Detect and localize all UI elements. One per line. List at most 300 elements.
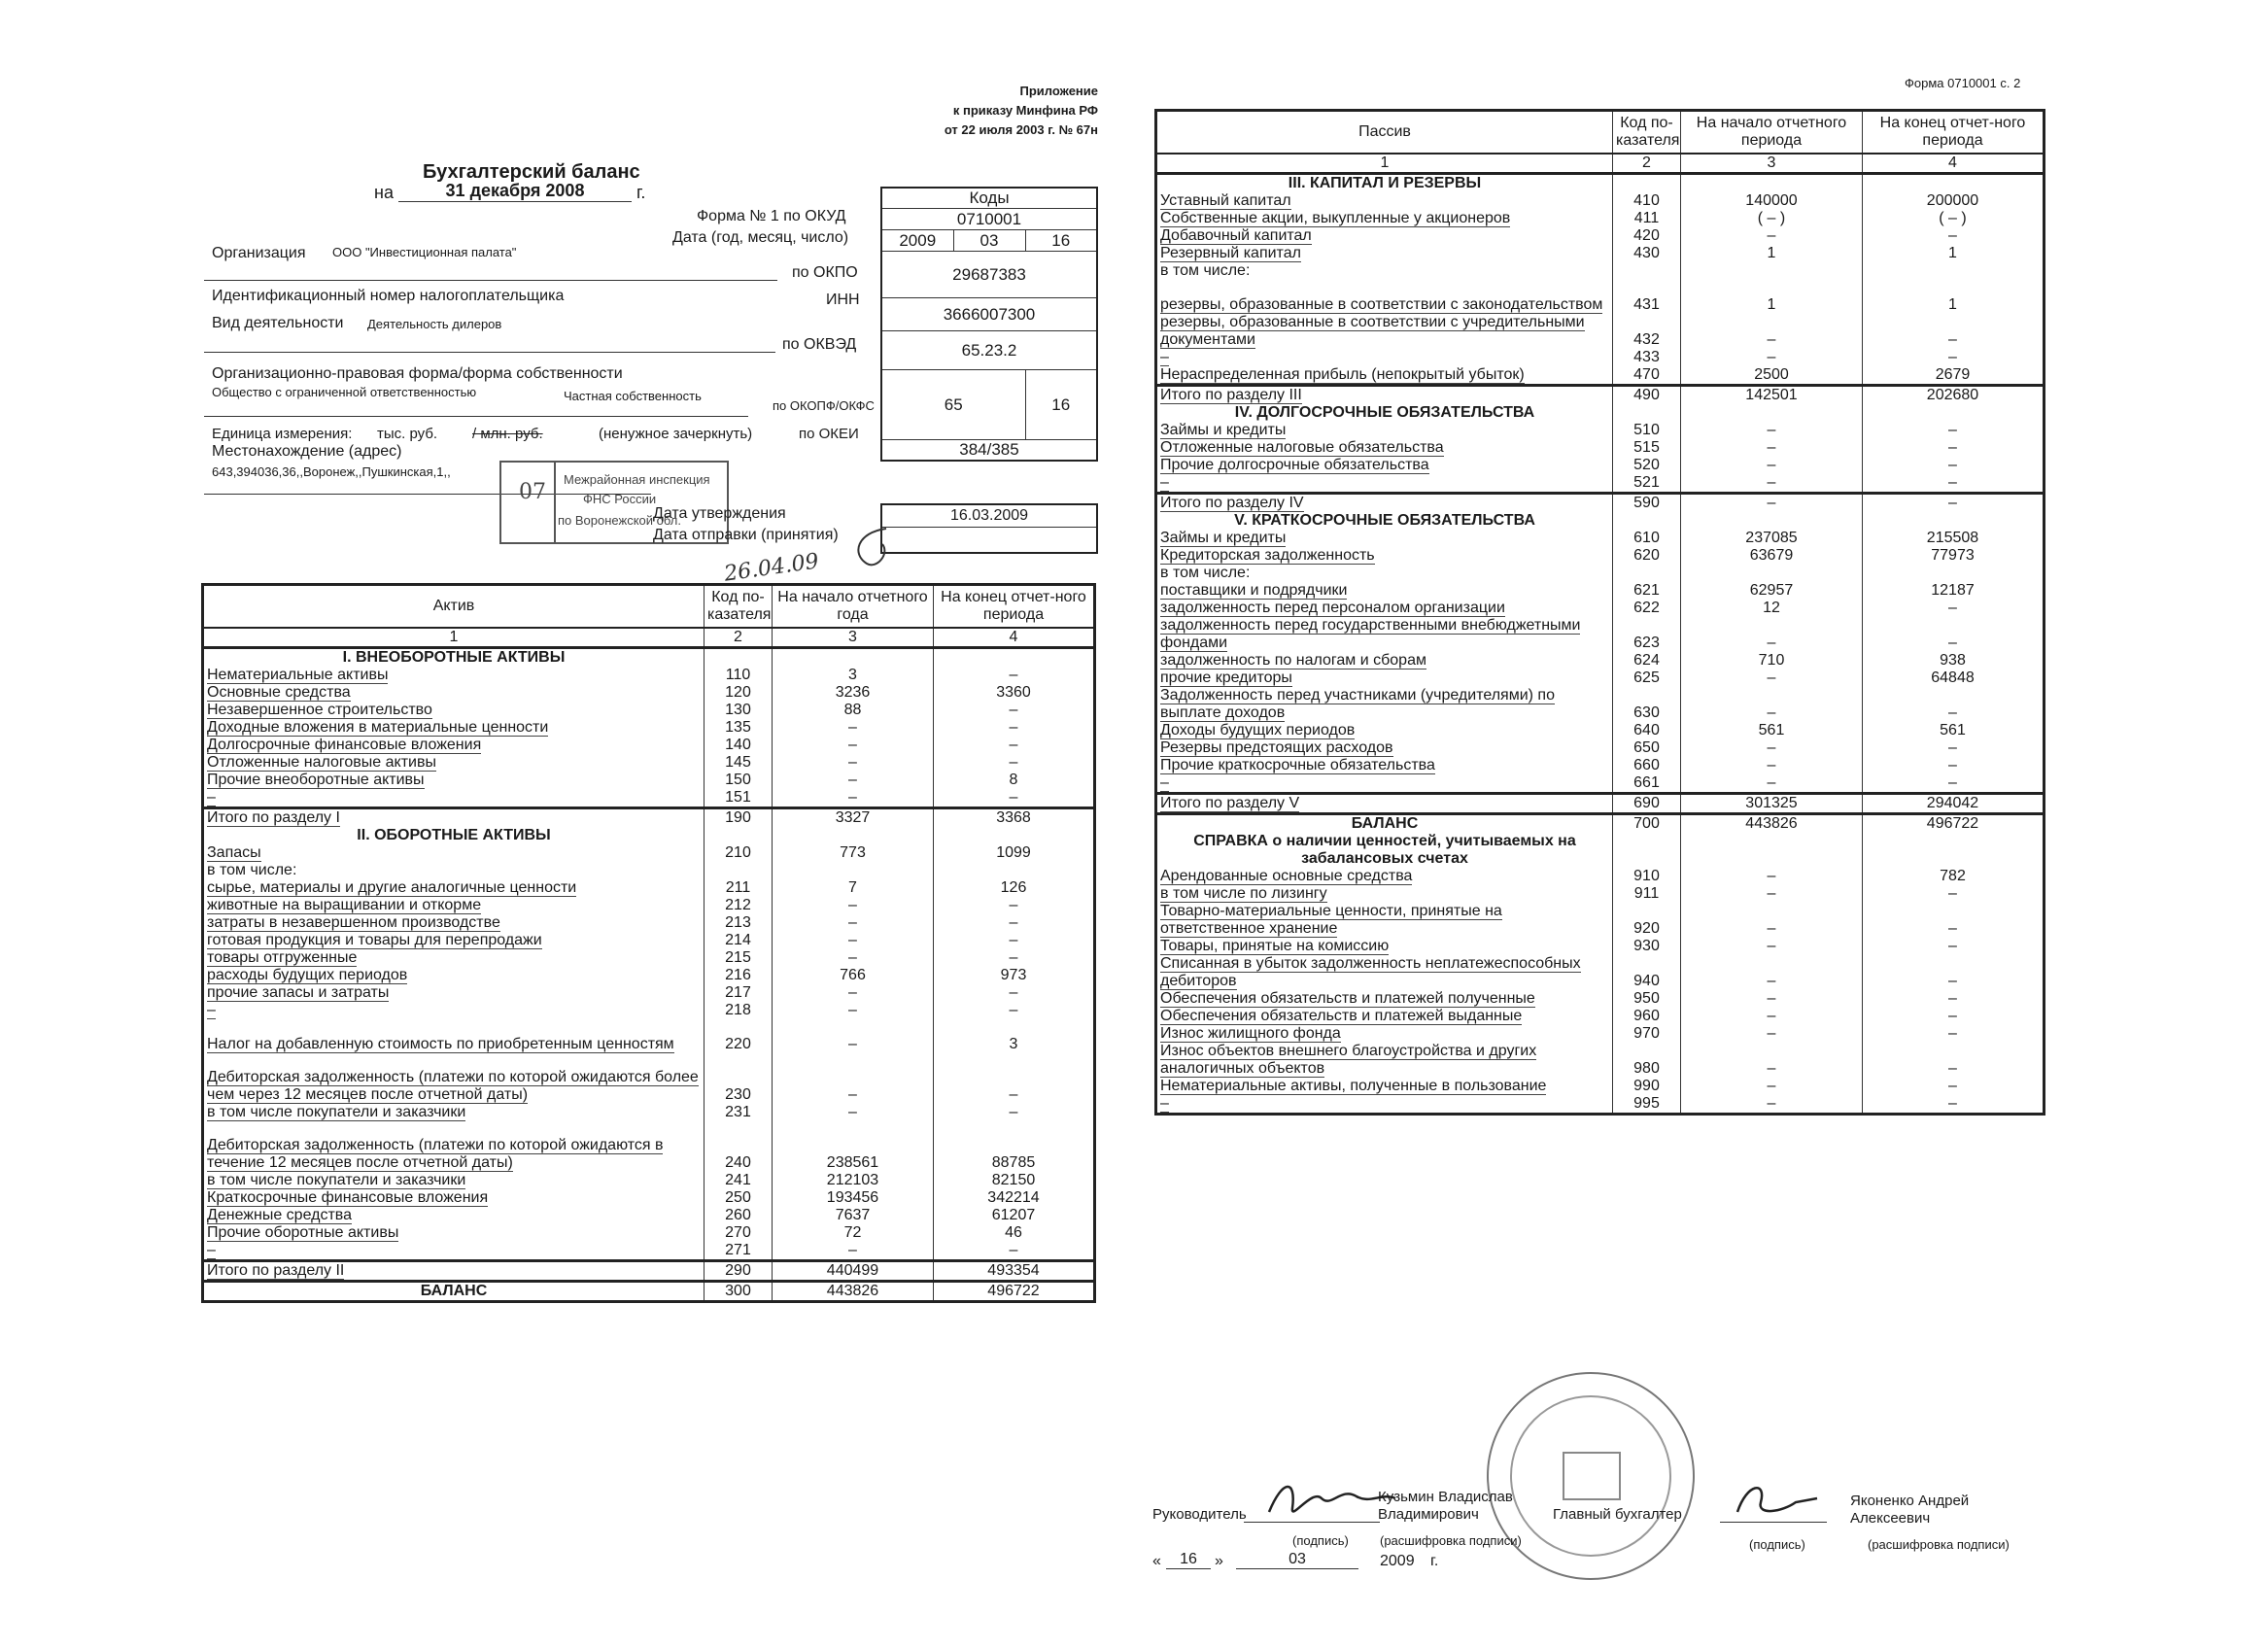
table-row bbox=[203, 807, 1095, 827]
row-end-value bbox=[1863, 565, 2045, 582]
table-row bbox=[1156, 530, 2045, 547]
row-code: 217 bbox=[704, 984, 773, 1002]
table-row bbox=[203, 932, 1095, 949]
row-label-text: Износ жилищного фонда bbox=[1160, 1024, 1341, 1042]
table-row bbox=[203, 844, 1095, 862]
row-label bbox=[203, 1260, 704, 1281]
row-label-text: Износ объектов внешнего благоустройства и других аналогичных объектов bbox=[1160, 1042, 1537, 1077]
row-label-text: БАЛАНС bbox=[1351, 814, 1419, 832]
legal-form-label: Организационно-правовая форма/форма собственности bbox=[212, 365, 623, 382]
table-row bbox=[203, 789, 1095, 808]
chief-name: Яконенко Андрей Алексеевич bbox=[1850, 1493, 1970, 1527]
row-code: 621 bbox=[1613, 582, 1681, 600]
table-row bbox=[203, 737, 1095, 754]
okfs-code: 16 bbox=[1025, 370, 1097, 440]
row-start-value: – bbox=[1681, 457, 1863, 474]
row-code: 213 bbox=[704, 914, 773, 932]
activity-underline bbox=[204, 352, 775, 353]
table-row bbox=[1156, 670, 2045, 687]
row-end-value: – bbox=[1863, 955, 2045, 990]
row-code: 490 bbox=[1613, 385, 1681, 404]
codes-table bbox=[880, 187, 1098, 462]
row-start-value: – bbox=[1681, 687, 1863, 722]
okei-code: 384/385 bbox=[881, 440, 1097, 462]
row-end-value: – bbox=[934, 789, 1095, 808]
table-row bbox=[1156, 512, 2045, 530]
row-start-value: 7637 bbox=[773, 1207, 934, 1224]
code-cell bbox=[1613, 173, 1681, 192]
table-row bbox=[1156, 439, 2045, 457]
row-label bbox=[1156, 457, 1613, 474]
row-start-value: – bbox=[773, 914, 934, 932]
form-reference: Форма 0710001 с. 2 bbox=[1905, 76, 2021, 90]
table-row bbox=[1156, 192, 2045, 210]
row-label bbox=[1156, 439, 1613, 457]
row-code: 661 bbox=[1613, 774, 1681, 794]
table-row bbox=[203, 1121, 1095, 1172]
row-end-value: – bbox=[1863, 349, 2045, 366]
row-end-value: 496722 bbox=[934, 1281, 1095, 1301]
row-end-value: – bbox=[1863, 474, 2045, 494]
sign-date-year: 2009 bbox=[1380, 1553, 1415, 1569]
unit-mln: / млн. руб. bbox=[472, 426, 543, 442]
row-label-text: животные на выращивании и откорме bbox=[207, 896, 482, 913]
row-label bbox=[1156, 813, 1613, 833]
row-code: 230 bbox=[704, 1053, 773, 1104]
table-row bbox=[1156, 280, 2045, 314]
row-end-value: – bbox=[934, 667, 1095, 684]
row-label-text: Основные средства bbox=[207, 683, 351, 701]
table-row bbox=[203, 914, 1095, 932]
sign-date-close: » bbox=[1215, 1553, 1223, 1569]
table-row bbox=[1156, 547, 2045, 565]
end-cell bbox=[1863, 833, 2045, 868]
row-start-value: 443826 bbox=[1681, 813, 1863, 833]
row-end-value: – bbox=[1863, 687, 2045, 722]
row-code: 940 bbox=[1613, 955, 1681, 990]
row-start-value: – bbox=[773, 984, 934, 1002]
appendix-line-3: от 22 июля 2003 г. № 67н bbox=[944, 122, 1098, 137]
row-label-text: Кредиторская задолженность bbox=[1160, 546, 1375, 564]
row-code bbox=[1613, 565, 1681, 582]
stamp-line-1: Межрайонная инспекция bbox=[564, 472, 710, 487]
row-start-value: 193456 bbox=[773, 1189, 934, 1207]
row-label-text: Обеспечения обязательств и платежей полученные bbox=[1160, 989, 1535, 1007]
row-end-value: 561 bbox=[1863, 722, 2045, 739]
row-start-value: – bbox=[1681, 439, 1863, 457]
stamp-number: 07 bbox=[519, 480, 546, 504]
org-underline bbox=[204, 280, 777, 281]
row-start-value: 237085 bbox=[1681, 530, 1863, 547]
form-label: Форма № 1 по ОКУД bbox=[697, 208, 846, 224]
codes-header: Коды bbox=[881, 188, 1097, 209]
table-row bbox=[1156, 1095, 2045, 1115]
row-label bbox=[1156, 1025, 1613, 1043]
row-code: 623 bbox=[1613, 617, 1681, 652]
table-row bbox=[203, 772, 1095, 789]
row-label bbox=[1156, 774, 1613, 794]
row-label-text: Запасы bbox=[207, 843, 261, 861]
row-end-value: 82150 bbox=[934, 1172, 1095, 1189]
row-end-value: 61207 bbox=[934, 1207, 1095, 1224]
row-label bbox=[1156, 793, 1613, 813]
row-code: 411 bbox=[1613, 210, 1681, 227]
table-row bbox=[203, 702, 1095, 719]
row-label bbox=[1156, 530, 1613, 547]
row-label-text: Прочие краткосрочные обязательства bbox=[1160, 756, 1435, 773]
row-label-text: Уставный капитал bbox=[1160, 191, 1291, 209]
table-row bbox=[203, 1260, 1095, 1281]
row-start-value: – bbox=[773, 932, 934, 949]
row-label bbox=[1156, 868, 1613, 885]
sign-date-open: « bbox=[1152, 1553, 1161, 1569]
table-row bbox=[1156, 617, 2045, 652]
row-label-text: Задолженность перед участниками (учредителями) по выплате доходов bbox=[1160, 686, 1555, 721]
row-code: 620 bbox=[1613, 547, 1681, 565]
date-label: Дата (год, месяц, число) bbox=[672, 229, 849, 246]
row-label-text: Краткосрочные финансовые вложения bbox=[207, 1188, 489, 1206]
sign-date-day: 16 bbox=[1166, 1551, 1211, 1569]
table-row bbox=[203, 719, 1095, 737]
date-prefix: на bbox=[374, 183, 394, 202]
column-header: На конец отчет-ного периода bbox=[1863, 111, 2045, 154]
date-year-code: 2009 bbox=[881, 230, 953, 252]
okopf-label: по ОКОПФ/ОКФС bbox=[773, 398, 875, 413]
row-label-text: Незавершенное строительство bbox=[207, 701, 432, 718]
row-label-text: Доходы будущих периодов bbox=[1160, 721, 1356, 738]
table-row bbox=[1156, 262, 2045, 280]
row-label bbox=[1156, 617, 1613, 652]
date-day-code: 16 bbox=[1025, 230, 1097, 252]
row-code: 271 bbox=[704, 1242, 773, 1261]
row-end-value: – bbox=[1863, 600, 2045, 617]
column-number: 2 bbox=[1613, 154, 1681, 174]
row-label-text: БАЛАНС bbox=[420, 1282, 488, 1299]
row-start-value: – bbox=[773, 789, 934, 808]
table-row bbox=[1156, 582, 2045, 600]
table-row bbox=[1156, 774, 2045, 794]
row-end-value: – bbox=[1863, 1008, 2045, 1025]
row-label bbox=[203, 1189, 704, 1207]
table-row bbox=[203, 647, 1095, 667]
row-code: 930 bbox=[1613, 938, 1681, 955]
asset-table bbox=[201, 583, 1096, 1303]
row-label-text: готовая продукция и товары для перепродажи bbox=[207, 931, 542, 948]
row-end-value: – bbox=[1863, 774, 2045, 794]
end-cell bbox=[934, 827, 1095, 844]
row-end-value: ( – ) bbox=[1863, 210, 2045, 227]
row-end-value: 493354 bbox=[934, 1260, 1095, 1281]
table-row bbox=[203, 1002, 1095, 1019]
column-header: Актив bbox=[203, 585, 704, 628]
row-start-value: 773 bbox=[773, 844, 934, 862]
row-start-value: 238561 bbox=[773, 1121, 934, 1172]
table-row bbox=[1156, 757, 2045, 774]
row-code: 470 bbox=[1613, 366, 1681, 386]
row-code: 300 bbox=[704, 1281, 773, 1301]
table-row bbox=[203, 1242, 1095, 1261]
row-start-value bbox=[1681, 565, 1863, 582]
table-row bbox=[203, 897, 1095, 914]
okpo-label: по ОКПО bbox=[792, 264, 858, 281]
row-end-value: – bbox=[1863, 422, 2045, 439]
section-heading: IV. ДОЛГОСРОЧНЫЕ ОБЯЗАТЕЛЬСТВА bbox=[1156, 404, 1613, 422]
table-header-row bbox=[1156, 111, 2045, 154]
row-start-value: – bbox=[1681, 1095, 1863, 1115]
row-end-value: – bbox=[934, 737, 1095, 754]
row-code: 960 bbox=[1613, 1008, 1681, 1025]
row-label bbox=[203, 719, 704, 737]
row-label bbox=[1156, 885, 1613, 903]
row-label bbox=[1156, 582, 1613, 600]
row-start-value: 72 bbox=[773, 1224, 934, 1242]
row-end-value: – bbox=[1863, 757, 2045, 774]
row-end-value: 3368 bbox=[934, 807, 1095, 827]
head-name: Кузьмин Владислав Владимирович bbox=[1378, 1489, 1513, 1523]
row-label bbox=[1156, 210, 1613, 227]
row-start-value: – bbox=[773, 754, 934, 772]
row-label bbox=[1156, 565, 1613, 582]
okved-code: 65.23.2 bbox=[881, 331, 1097, 370]
row-code: 214 bbox=[704, 932, 773, 949]
table-row bbox=[1156, 314, 2045, 349]
row-end-value: – bbox=[1863, 493, 2045, 512]
row-label bbox=[1156, 422, 1613, 439]
row-start-value: – bbox=[1681, 1043, 1863, 1078]
column-number: 1 bbox=[203, 628, 704, 648]
row-label bbox=[203, 1002, 704, 1019]
row-end-value: 1 bbox=[1863, 245, 2045, 262]
row-label bbox=[1156, 192, 1613, 210]
column-header: Код по-казателя bbox=[1613, 111, 1681, 154]
row-label bbox=[1156, 314, 1613, 349]
row-label bbox=[1156, 990, 1613, 1008]
row-code: 520 bbox=[1613, 457, 1681, 474]
table-row bbox=[1156, 938, 2045, 955]
code-cell bbox=[704, 827, 773, 844]
row-end-value: – bbox=[934, 1053, 1095, 1104]
row-label-text: Прочие оборотные активы bbox=[207, 1223, 399, 1241]
row-start-value: – bbox=[773, 737, 934, 754]
date-month-code: 03 bbox=[953, 230, 1025, 252]
row-label bbox=[1156, 670, 1613, 687]
row-start-value: – bbox=[1681, 938, 1863, 955]
column-header: На конец отчет-ного периода bbox=[934, 585, 1095, 628]
column-header: На начало отчетного года bbox=[773, 585, 934, 628]
org-value: ООО "Инвестиционная палата" bbox=[332, 245, 517, 259]
row-label-text: задолженность перед государственными внебюджетными фондами bbox=[1160, 616, 1581, 651]
column-header: Пассив bbox=[1156, 111, 1613, 154]
row-end-value: 200000 bbox=[1863, 192, 2045, 210]
row-end-value: – bbox=[1863, 1025, 2045, 1043]
page-title: Бухгалтерский баланс bbox=[423, 161, 640, 183]
sign-date-month: 03 bbox=[1236, 1551, 1358, 1569]
row-label-text: резервы, образованные в соответствии с учредительными документами bbox=[1160, 313, 1585, 348]
table-row bbox=[1156, 1043, 2045, 1078]
table-row bbox=[1156, 565, 2045, 582]
row-end-value: 126 bbox=[934, 879, 1095, 897]
row-end-value: 215508 bbox=[1863, 530, 2045, 547]
row-label-text: Нематериальные активы bbox=[207, 666, 389, 683]
row-label-text: Товарно-материальные ценности, принятые на ответственное хранение bbox=[1160, 902, 1502, 937]
org-label: Организация bbox=[212, 245, 306, 261]
row-code: 433 bbox=[1613, 349, 1681, 366]
row-end-value: – bbox=[934, 719, 1095, 737]
row-end-value: 496722 bbox=[1863, 813, 2045, 833]
row-end-value: 782 bbox=[1863, 868, 2045, 885]
row-label-text: Нематериальные активы, полученные в пользование bbox=[1160, 1077, 1547, 1094]
row-label bbox=[1156, 739, 1613, 757]
row-end-value: – bbox=[1863, 314, 2045, 349]
appendix-line-2: к приказу Минфина РФ bbox=[952, 103, 1098, 118]
chief-decode-caption: (расшифровка подписи) bbox=[1868, 1537, 2010, 1552]
table-row bbox=[1156, 885, 2045, 903]
address-value: 643,394036,36,,Воронеж,,Пушкинская,1,, bbox=[212, 464, 451, 479]
row-code: 210 bbox=[704, 844, 773, 862]
row-code: 150 bbox=[704, 772, 773, 789]
table-row bbox=[1156, 366, 2045, 386]
row-label bbox=[1156, 1043, 1613, 1078]
row-code: 640 bbox=[1613, 722, 1681, 739]
table-row bbox=[1156, 793, 2045, 813]
handwritten-date: 26.04.09 bbox=[722, 549, 821, 587]
column-number-row bbox=[1156, 154, 2045, 174]
row-end-value: – bbox=[934, 1002, 1095, 1019]
row-start-value: – bbox=[1681, 474, 1863, 494]
appendix-line-1: Приложение bbox=[1019, 84, 1098, 98]
liability-table bbox=[1154, 109, 2045, 1116]
row-label bbox=[203, 684, 704, 702]
table-row bbox=[1156, 474, 2045, 494]
table-row bbox=[1156, 493, 2045, 512]
okopf-code: 65 bbox=[881, 370, 1025, 440]
row-label-text: сырье, материалы и другие аналогичные ценности bbox=[207, 878, 577, 896]
table-row bbox=[1156, 600, 2045, 617]
row-label bbox=[203, 1053, 704, 1104]
row-label bbox=[1156, 349, 1613, 366]
row-start-value: – bbox=[773, 949, 934, 967]
row-end-value: 8 bbox=[934, 772, 1095, 789]
row-code: 218 bbox=[704, 1002, 773, 1019]
row-label bbox=[1156, 1095, 1613, 1115]
row-label-text: Займы и кредиты bbox=[1160, 421, 1287, 438]
row-label bbox=[203, 1207, 704, 1224]
row-code bbox=[1613, 262, 1681, 280]
row-code: 215 bbox=[704, 949, 773, 967]
row-label-text: Собственные акции, выкупленные у акционеров bbox=[1160, 209, 1511, 226]
approval-label: Дата утверждения bbox=[653, 505, 786, 522]
legal-form-underline bbox=[204, 416, 748, 417]
unit-rub: тыс. руб. bbox=[377, 426, 438, 442]
table-row bbox=[1156, 813, 2045, 833]
row-code: 430 bbox=[1613, 245, 1681, 262]
table-row bbox=[203, 1053, 1095, 1104]
row-end-value bbox=[934, 862, 1095, 879]
row-code: 212 bbox=[704, 897, 773, 914]
row-label bbox=[203, 1224, 704, 1242]
unit-label: Единица измерения: bbox=[212, 426, 353, 442]
row-end-value: 2679 bbox=[1863, 366, 2045, 386]
row-end-value: 1099 bbox=[934, 844, 1095, 862]
row-label bbox=[203, 844, 704, 862]
row-label-text: Добавочный капитал bbox=[1160, 226, 1312, 244]
row-label-text: – bbox=[1160, 348, 1169, 365]
table-row bbox=[1156, 227, 2045, 245]
row-label bbox=[203, 1242, 704, 1261]
row-label bbox=[203, 1121, 704, 1172]
row-label bbox=[1156, 757, 1613, 774]
date-suffix: г. bbox=[636, 183, 646, 202]
table-row bbox=[1156, 457, 2045, 474]
row-code: 211 bbox=[704, 879, 773, 897]
chief-signature bbox=[1728, 1473, 1825, 1528]
okei-label: по ОКЕИ bbox=[799, 426, 859, 442]
row-code: 190 bbox=[704, 807, 773, 827]
row-start-value: – bbox=[773, 1053, 934, 1104]
row-end-value: 77973 bbox=[1863, 547, 2045, 565]
row-label bbox=[1156, 547, 1613, 565]
row-start-value: – bbox=[773, 897, 934, 914]
column-number: 1 bbox=[1156, 154, 1613, 174]
table-row bbox=[203, 1207, 1095, 1224]
row-end-value: – bbox=[1863, 439, 2045, 457]
row-label-text: Арендованные основные средства bbox=[1160, 867, 1413, 884]
end-cell bbox=[1863, 173, 2045, 192]
row-start-value: 63679 bbox=[1681, 547, 1863, 565]
handwritten-mark bbox=[847, 525, 906, 573]
row-end-value: – bbox=[934, 949, 1095, 967]
table-row bbox=[1156, 868, 2045, 885]
row-start-value: – bbox=[773, 1019, 934, 1053]
row-start-value: 3327 bbox=[773, 807, 934, 827]
table-row bbox=[203, 1172, 1095, 1189]
row-label-text: расходы будущих периодов bbox=[207, 966, 408, 983]
row-label-text: Займы и кредиты bbox=[1160, 529, 1287, 546]
row-end-value: 64848 bbox=[1863, 670, 2045, 687]
row-end-value: – bbox=[934, 702, 1095, 719]
row-end-value: – bbox=[1863, 227, 2045, 245]
row-start-value: 3236 bbox=[773, 684, 934, 702]
row-end-value: – bbox=[934, 897, 1095, 914]
chief-label: Главный бухгалтер bbox=[1553, 1506, 1682, 1523]
end-cell bbox=[934, 647, 1095, 667]
table-row bbox=[1156, 173, 2045, 192]
section-heading: V. КРАТКОСРОЧНЫЕ ОБЯЗАТЕЛЬСТВА bbox=[1156, 512, 1613, 530]
row-start-value: ( – ) bbox=[1681, 210, 1863, 227]
row-code: 630 bbox=[1613, 687, 1681, 722]
row-label-text: в том числе: bbox=[207, 861, 297, 878]
row-code: 231 bbox=[704, 1104, 773, 1121]
row-code: 130 bbox=[704, 702, 773, 719]
row-code: 521 bbox=[1613, 474, 1681, 494]
column-header: Код по-казателя bbox=[704, 585, 773, 628]
row-label-text: Резервы предстоящих расходов bbox=[1160, 738, 1393, 756]
row-label-text: Итого по разделу IV bbox=[1160, 494, 1304, 511]
row-label-text: в том числе: bbox=[1160, 261, 1251, 279]
row-start-value: – bbox=[773, 1242, 934, 1261]
row-end-value: – bbox=[1863, 457, 2045, 474]
row-end-value: 342214 bbox=[934, 1189, 1095, 1207]
row-start-value: – bbox=[1681, 757, 1863, 774]
row-label bbox=[203, 967, 704, 984]
table-row bbox=[203, 1281, 1095, 1301]
row-code: 660 bbox=[1613, 757, 1681, 774]
code-cell bbox=[1613, 512, 1681, 530]
inn-label-text: Идентификационный номер налогоплательщика bbox=[212, 288, 565, 304]
code-cell bbox=[1613, 404, 1681, 422]
column-header: На начало отчетного периода bbox=[1681, 111, 1863, 154]
row-end-value: 973 bbox=[934, 967, 1095, 984]
